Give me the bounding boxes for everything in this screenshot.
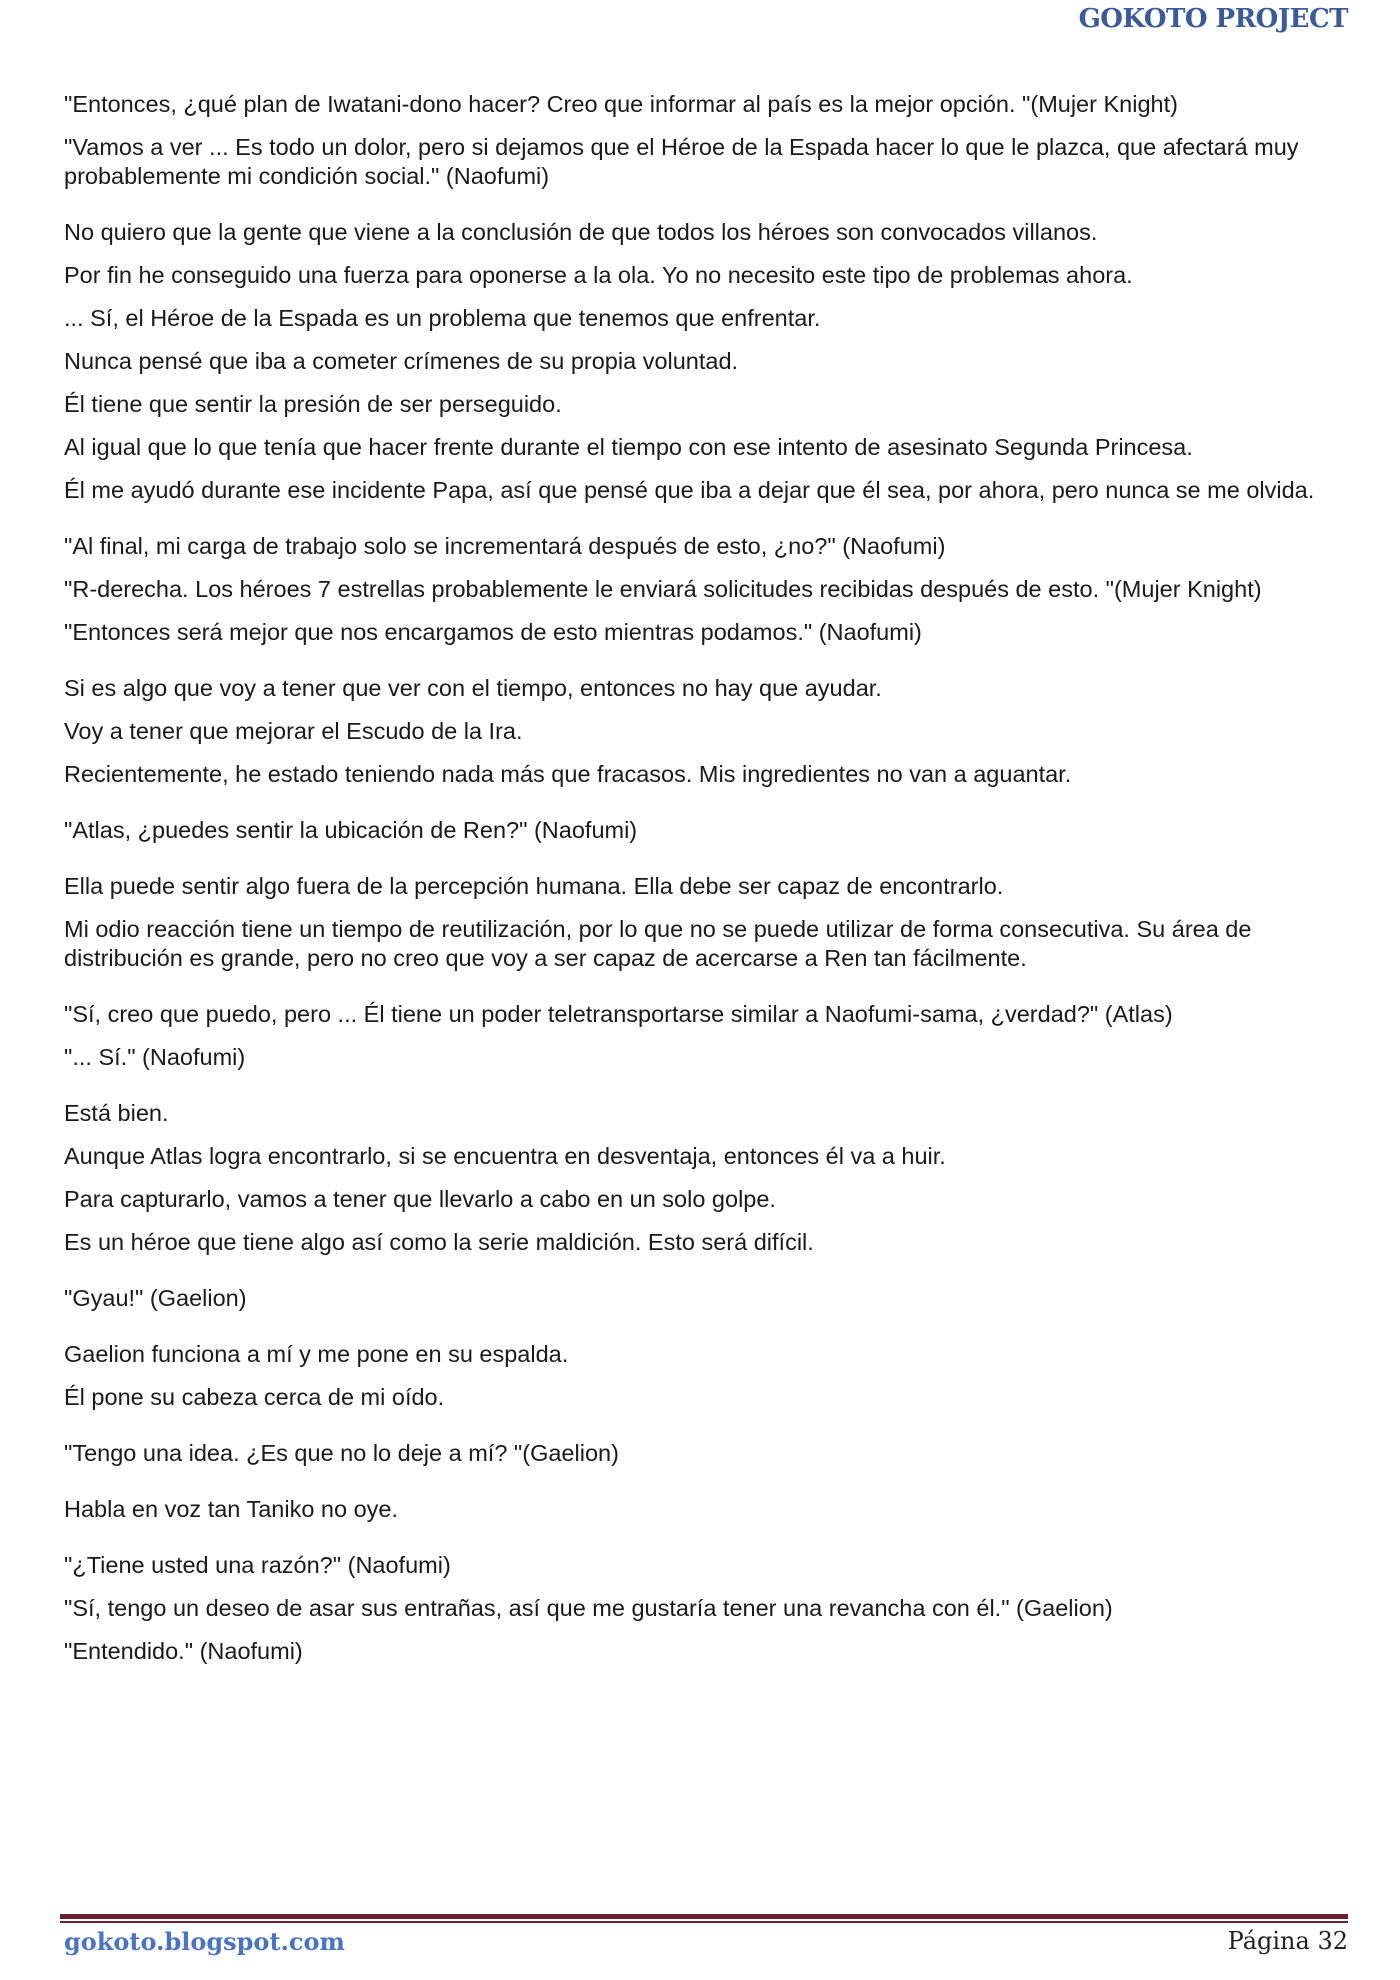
paragraph: Aunque Atlas logra encontrarlo, si se encuentra en desventaja, entonces él va a huir. bbox=[64, 1143, 946, 1169]
paragraph: Él pone su cabeza cerca de mi oído. bbox=[64, 1384, 445, 1410]
paragraph: Si es algo que voy a tener que ver con el tiempo, entonces no hay que ayudar. bbox=[64, 675, 882, 701]
paragraph: "R-derecha. Los héroes 7 estrellas probablemente le enviará solicitudes recibidas después de esto. "(Mujer Knight) bbox=[64, 576, 1262, 602]
paragraph: Recientemente, he estado teniendo nada más que fracasos. Mis ingredientes no van a aguantar. bbox=[64, 761, 1072, 787]
paragraph: "Entonces, ¿qué plan de Iwatani-dono hacer? Creo que informar al país es la mejor opción. "(Mujer Knight) bbox=[64, 91, 1178, 117]
paragraph: "Entonces será mejor que nos encargamos de esto mientras podamos." (Naofumi) bbox=[64, 619, 922, 645]
paragraph: Para capturarlo, vamos a tener que llevarlo a cabo en un solo golpe. bbox=[64, 1186, 776, 1212]
paragraph: "Tengo una idea. ¿Es que no lo deje a mí? "(Gaelion) bbox=[64, 1440, 619, 1466]
paragraph: "Al final, mi carga de trabajo solo se incrementará después de esto, ¿no?" (Naofumi) bbox=[64, 533, 946, 559]
page-number: Página 32 bbox=[1227, 1927, 1348, 1955]
paragraph: "¿Tiene usted una razón?" (Naofumi) bbox=[64, 1552, 451, 1578]
paragraph: "Entendido." (Naofumi) bbox=[64, 1638, 303, 1664]
paragraph: No quiero que la gente que viene a la conclusión de que todos los héroes son convocados villanos. bbox=[64, 219, 1098, 245]
paragraph: "Sí, tengo un deseo de asar sus entrañas, así que me gustaría tener una revancha con él." (Gaelion) bbox=[64, 1595, 1113, 1621]
paragraph: "Sí, creo que puedo, pero ... Él tiene un poder teletransportarse similar a Naofumi-sama, ¿verdad?" (Atlas) bbox=[64, 1001, 1173, 1027]
paragraph: Ella puede sentir algo fuera de la percepción humana. Ella debe ser capaz de encontrarlo. bbox=[64, 873, 1004, 899]
paragraph: Gaelion funciona a mí y me pone en su espalda. bbox=[64, 1341, 569, 1367]
paragraph: Es un héroe que tiene algo así como la serie maldición. Esto será difícil. bbox=[64, 1229, 814, 1255]
paragraph: "Gyau!" (Gaelion) bbox=[64, 1285, 247, 1311]
paragraph: Por fin he conseguido una fuerza para oponerse a la ola. Yo no necesito este tipo de problemas ahora. bbox=[64, 262, 1133, 288]
paragraph: Él tiene que sentir la presión de ser perseguido. bbox=[64, 391, 562, 417]
paragraph: Al igual que lo que tenía que hacer frente durante el tiempo con ese intento de asesinato Segunda Princesa. bbox=[64, 434, 1193, 460]
paragraph: Nunca pensé que iba a cometer crímenes de su propia voluntad. bbox=[64, 348, 739, 374]
paragraph: "... Sí." (Naofumi) bbox=[64, 1044, 246, 1070]
header-logo: GOKOTO PROJECT bbox=[1078, 4, 1348, 34]
paragraph: Él me ayudó durante ese incidente Papa, así que pensé que iba a dejar que él sea, por ahora, pero nunca se me olvida. bbox=[64, 477, 1315, 503]
footer-divider bbox=[60, 1914, 1348, 1923]
paragraph: ... Sí, el Héroe de la Espada es un problema que tenemos que enfrentar. bbox=[64, 305, 821, 331]
paragraph: Habla en voz tan Taniko no oye. bbox=[64, 1496, 399, 1522]
document-body bbox=[64, 90, 1339, 1666]
paragraph: "Vamos a ver ... Es todo un dolor, pero si dejamos que el Héroe de la Espada hacer lo que le plazca, que afectará muy probablemente mi condición social." (Naofumi) bbox=[64, 134, 1299, 189]
paragraph: "Atlas, ¿puedes sentir la ubicación de Ren?" (Naofumi) bbox=[64, 817, 638, 843]
footer-blog-link[interactable]: gokoto.blogspot.com bbox=[64, 1927, 345, 1956]
paragraph: Voy a tener que mejorar el Escudo de la Ira. bbox=[64, 718, 523, 744]
paragraph: Está bien. bbox=[64, 1100, 169, 1126]
paragraph: Mi odio reacción tiene un tiempo de reutilización, por lo que no se puede utilizar de forma consecutiva. Su área de distribución es grande, pero no creo que voy a ser capaz de acercarse a Ren tan fácilmente. bbox=[64, 916, 1252, 971]
